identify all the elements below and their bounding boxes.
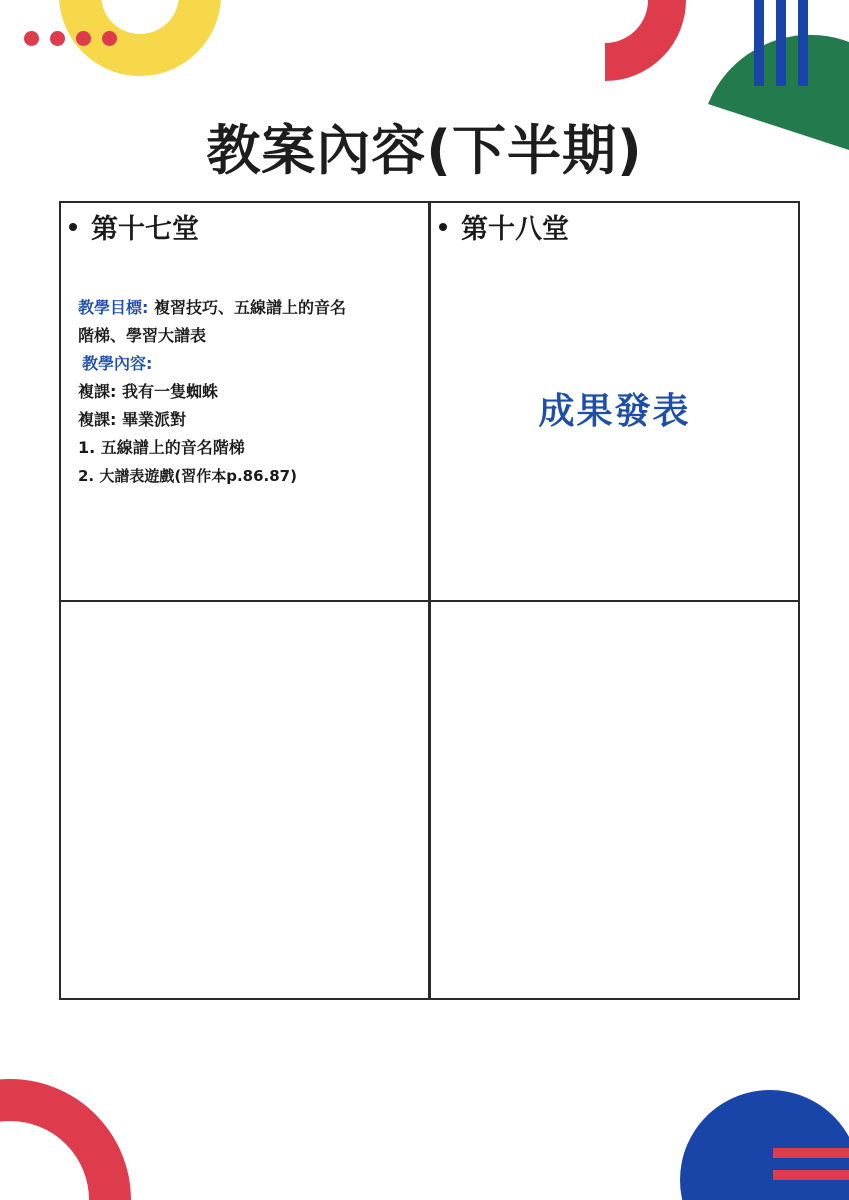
- blue-bar: [754, 0, 764, 86]
- empty-cell: [59, 600, 430, 1000]
- red-dot: [76, 31, 91, 46]
- lesson-heading-text: 第十七堂: [91, 214, 199, 245]
- blue-bar: [776, 0, 786, 86]
- red-dot: [50, 31, 65, 46]
- red-dot: [102, 31, 117, 46]
- red-stripe: [773, 1170, 849, 1180]
- content-line: 1. 五線譜上的音名階梯: [78, 438, 245, 457]
- content-line: 複課: 畢業派對: [78, 410, 186, 429]
- blue-circle: [680, 1090, 849, 1200]
- lesson-content: [78, 294, 418, 490]
- red-ring: [0, 1100, 110, 1200]
- lesson-heading-text: 第十八堂: [461, 214, 569, 245]
- blue-bar: [798, 0, 808, 86]
- bullet-icon: [439, 223, 447, 231]
- performance-label: 成果發表: [538, 391, 691, 432]
- red-dot: [24, 31, 39, 46]
- lesson-heading: [65, 207, 199, 246]
- bullet-icon: [69, 223, 77, 231]
- objective-row: [78, 294, 418, 322]
- content-line: 2. 大譜表遊戲(習作本p.86.87): [78, 467, 297, 485]
- lesson-cell-18: [429, 201, 800, 602]
- yellow-ring: [80, 0, 200, 55]
- red-arc: [605, 0, 667, 62]
- lesson-heading: [435, 207, 569, 246]
- objective-label: 教學目標:: [78, 298, 149, 317]
- content-line: 複課: 我有一隻蜘蛛: [78, 382, 218, 401]
- red-stripe: [773, 1148, 849, 1158]
- page-title: 教案內容(下半期): [206, 119, 643, 182]
- lesson-cell-17: [59, 201, 430, 602]
- empty-cell: [429, 600, 800, 1000]
- objective-text: 複習技巧、五線譜上的音名: [153, 298, 346, 317]
- content-label: 教學內容:: [82, 354, 153, 373]
- objective-row: 階梯、學習大譜表: [78, 326, 207, 345]
